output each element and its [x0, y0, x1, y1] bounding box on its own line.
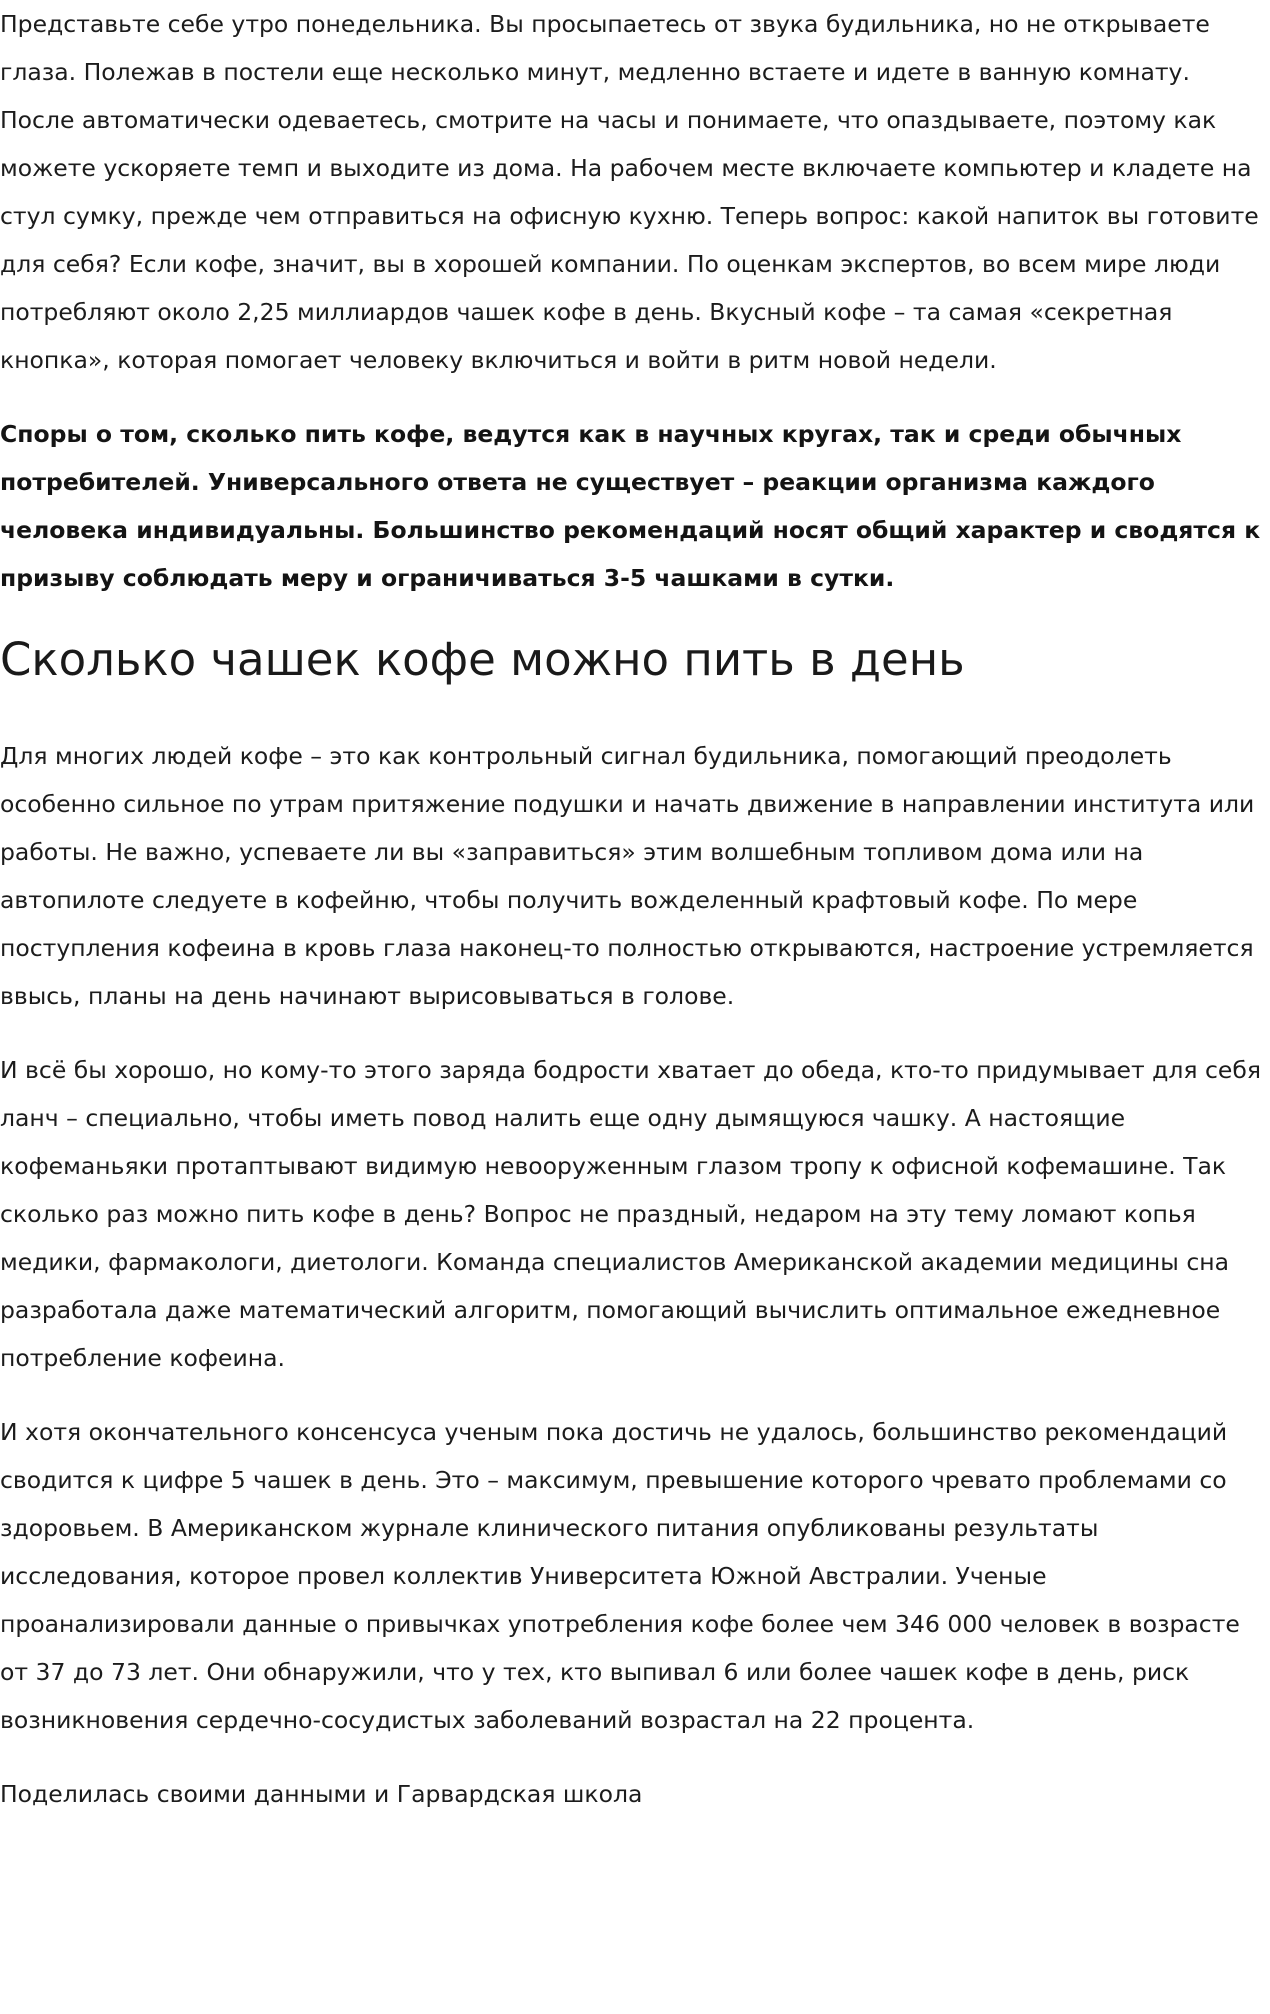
- bold-summary-paragraph: Споры о том, сколько пить кофе, ведутся как в научных кругах, так и среди обычных потребителей. Универсального ответа не существует – реакции организма каждого человека индивидуальны. Большинство рекомендаций носят общий характер и сводятся к призыву соблюдать меру и ограничиваться 3-5 чашками в сутки.: [0, 420, 1261, 592]
- body-paragraph-3: И хотя окончательного консенсуса ученым пока достичь не удалось, большинство рекомендаций сводится к цифре 5 чашек в день. Это – максимум, превышение которого чревато проблемами со здоровьем. В Американском журнале клинического питания опубликованы результаты исследования, которое провел коллектив Университета Южной Австралии. Ученые проанализировали данные о привычках употребления кофе более чем 346 000 человек в возрасте от 37 до 73 лет. Они обнаружили, что у тех, кто выпивал 6 или более чашек кофе в день, риск возникновения сердечно-сосудистых заболеваний возрастал на 22 процента.: [0, 1418, 1240, 1734]
- section-heading: Сколько чашек кофе можно пить в день: [0, 633, 965, 686]
- intro-paragraph: Представьте себе утро понедельника. Вы просыпаетесь от звука будильника, но не открываете глаза. Полежав в постели еще несколько минут, медленно встаете и идете в ванную комнату. После автоматически одеваетесь, смотрите на часы и понимаете, что опаздываете, поэтому как можете ускоряете темп и выходите из дома. На рабочем месте включаете компьютер и кладете на стул сумку, прежде чем отправиться на офисную кухню. Теперь вопрос: какой напиток вы готовите для себя? Если кофе, значит, вы в хорошей компании. По оценкам экспертов, во всем мире люди потребляют около 2,25 миллиардов чашек кофе в день. Вкусный кофе – та самая «секретная кнопка», которая помогает человеку включиться и войти в ритм новой недели.: [0, 10, 1259, 374]
- body-paragraph-2: И всё бы хорошо, но кому-то этого заряда бодрости хватает до обеда, кто-то придумывает для себя ланч – специально, чтобы иметь повод налить еще одну дымящуюся чашку. А настоящие кофеманьяки протаптывают видимую невооруженным глазом тропу к офисной кофемашине. Так сколько раз можно пить кофе в день? Вопрос не праздный, недаром на эту тему ломают копья медики, фармакологи, диетологи. Команда специалистов Американской академии медицины сна разработала даже математический алгоритм, помогающий вычислить оптимальное ежедневное потребление кофеина.: [0, 1056, 1261, 1372]
- body-paragraph-1: Для многих людей кофе – это как контрольный сигнал будильника, помогающий преодолеть особенно сильное по утрам притяжение подушки и начать движение в направлении института или работы. Не важно, успеваете ли вы «заправиться» этим волшебным топливом дома или на автопилоте следуете в кофейню, чтобы получить вожделенный крафтовый кофе. По мере поступления кофеина в кровь глаза наконец-то полностью открываются, настроение устремляется ввысь, планы на день начинают вырисовываться в голове.: [0, 742, 1255, 1010]
- body-paragraph-4: Поделилась своими данными и Гарвардская школа: [0, 1780, 643, 1808]
